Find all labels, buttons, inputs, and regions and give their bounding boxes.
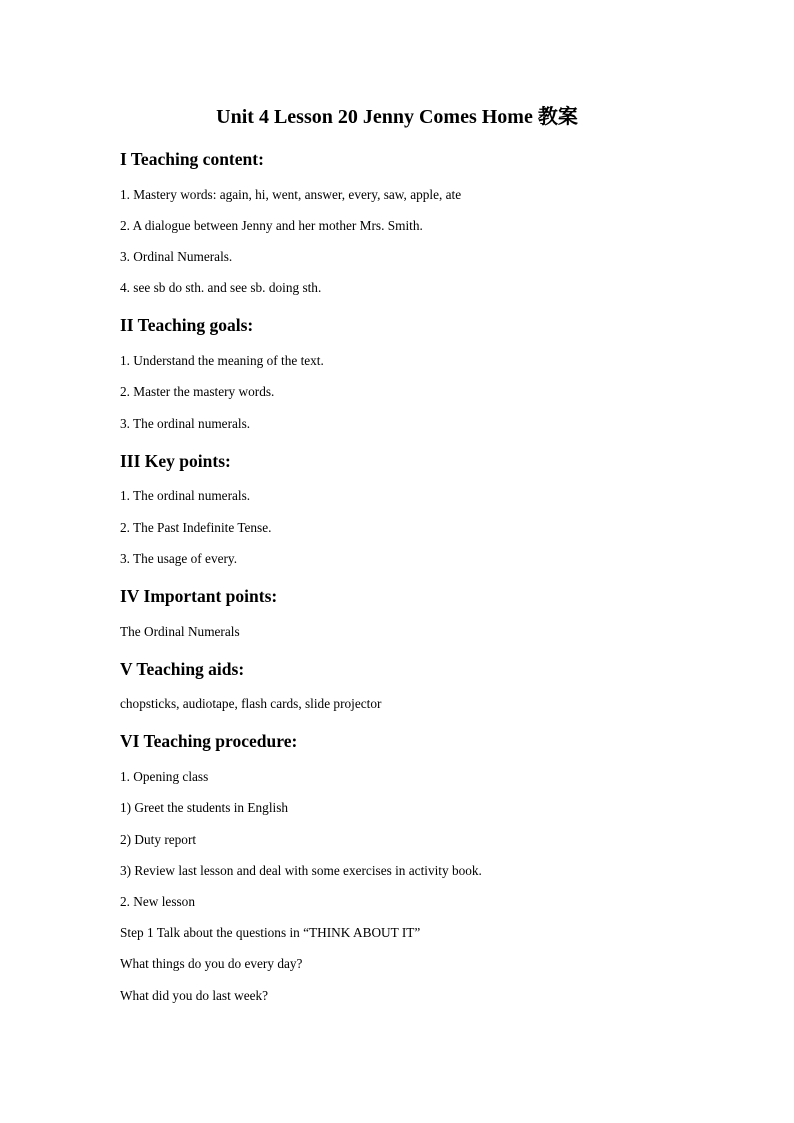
section-line: 3) Review last lesson and deal with some exercises in activity book. [120,863,482,878]
section-line: 3. The usage of every. [120,551,238,566]
section-heading-key-points: III Key points: [120,451,231,471]
section-line: What did you do last week? [120,988,269,1003]
section-line: 2. A dialogue between Jenny and her mother Mrs. Smith. [120,218,423,233]
section-line: 1. Opening class [120,769,209,784]
section-line: 1. The ordinal numerals. [120,488,251,503]
section-line: 2. Master the mastery words. [120,384,275,399]
section-line: 3. Ordinal Numerals. [120,249,233,264]
section-line: What things do you do every day? [120,956,303,971]
section-heading-teaching-content: I Teaching content: [120,149,264,169]
section-heading-teaching-goals: II Teaching goals: [120,315,254,335]
section-line: 2. The Past Indefinite Tense. [120,520,272,535]
section-line: 2) Duty report [120,832,197,847]
section-heading-important-points: IV Important points: [120,586,278,606]
section-line: 1) Greet the students in English [120,800,289,815]
section-line: The Ordinal Numerals [120,624,240,639]
section-heading-teaching-procedure: VI Teaching procedure: [120,731,298,751]
section-heading-teaching-aids: V Teaching aids: [120,659,245,679]
section-line: 2. New lesson [120,894,195,909]
section-line: 1. Mastery words: again, hi, went, answer, every, saw, apple, ate [120,187,462,202]
section-line: 1. Understand the meaning of the text. [120,353,324,368]
section-line: chopsticks, audiotape, flash cards, slide projector [120,696,382,711]
section-line: 3. The ordinal numerals. [120,416,251,431]
document-title: Unit 4 Lesson 20 Jenny Comes Home 教案 [216,106,578,128]
section-line: Step 1 Talk about the questions in “THINK ABOUT IT” [120,925,421,940]
section-line: 4. see sb do sth. and see sb. doing sth. [120,280,322,295]
